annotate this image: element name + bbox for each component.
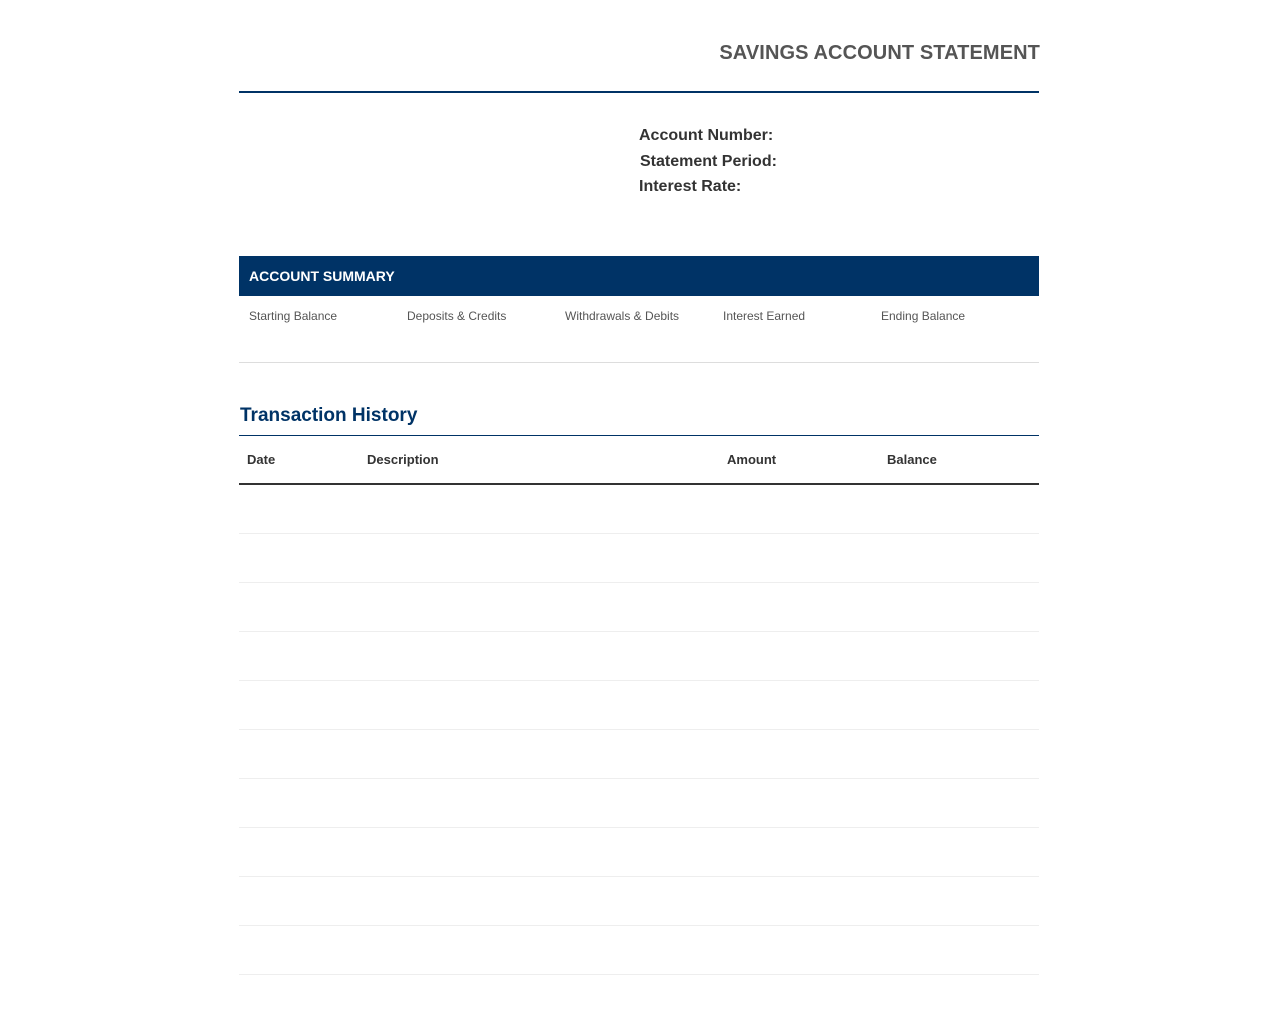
transaction-table [239, 436, 1039, 975]
account-summary-row [239, 296, 1039, 363]
cell-date [239, 680, 359, 729]
cell-balance [879, 631, 1039, 680]
cell-date [239, 631, 359, 680]
table-row [239, 729, 1039, 778]
summary-withdrawals-debits: Withdrawals & Debits [565, 309, 680, 323]
cell-balance [879, 827, 1039, 876]
cell-balance [879, 876, 1039, 925]
cell-description [359, 729, 719, 778]
cell-description [359, 778, 719, 827]
cell-date [239, 533, 359, 582]
summary-ending-balance: Ending Balance [881, 309, 966, 323]
table-row [239, 778, 1039, 827]
cell-balance [879, 729, 1039, 778]
cell-description [359, 925, 719, 974]
cell-description [359, 533, 719, 582]
cell-balance [879, 484, 1039, 533]
cell-date [239, 925, 359, 974]
cell-description [359, 680, 719, 729]
column-header-description: Description [359, 436, 719, 484]
cell-amount [719, 631, 879, 680]
account-info [239, 93, 1039, 256]
table-row [239, 925, 1039, 974]
table-row [239, 876, 1039, 925]
cell-amount [719, 582, 879, 631]
account-summary-header: ACCOUNT SUMMARY [239, 256, 1039, 296]
cell-date [239, 484, 359, 533]
cell-balance [879, 582, 1039, 631]
cell-balance [879, 778, 1039, 827]
table-row [239, 484, 1039, 533]
cell-amount [719, 925, 879, 974]
interest-rate-label: Interest Rate: [639, 178, 742, 195]
statement-title: SAVINGS ACCOUNT STATEMENT [719, 42, 1040, 64]
cell-amount [719, 876, 879, 925]
cell-description [359, 827, 719, 876]
cell-date [239, 876, 359, 925]
cell-balance [879, 925, 1039, 974]
table-row [239, 680, 1039, 729]
cell-date [239, 582, 359, 631]
cell-date [239, 827, 359, 876]
cell-date [239, 778, 359, 827]
cell-description [359, 631, 719, 680]
column-header-amount: Amount [719, 436, 879, 484]
cell-date [239, 729, 359, 778]
summary-starting-balance: Starting Balance [249, 309, 338, 323]
column-header-balance: Balance [879, 436, 1039, 484]
statement-container [239, 0, 1039, 975]
summary-deposits-credits: Deposits & Credits [407, 309, 507, 323]
cell-balance [879, 533, 1039, 582]
statement-header [239, 0, 1039, 93]
table-row [239, 631, 1039, 680]
table-row [239, 533, 1039, 582]
statement-period-label: Statement Period: [640, 153, 777, 170]
cell-description [359, 876, 719, 925]
column-header-date: Date [239, 436, 359, 484]
summary-interest-earned: Interest Earned [723, 309, 806, 323]
cell-amount [719, 827, 879, 876]
cell-balance [879, 680, 1039, 729]
cell-description [359, 484, 719, 533]
account-number-label: Account Number: [639, 127, 774, 144]
cell-amount [719, 484, 879, 533]
table-row [239, 582, 1039, 631]
cell-amount [719, 533, 879, 582]
transaction-header-row [239, 436, 1039, 484]
cell-amount [719, 729, 879, 778]
transaction-history-title: Transaction History [239, 363, 1039, 436]
cell-description [359, 582, 719, 631]
cell-amount [719, 680, 879, 729]
cell-amount [719, 778, 879, 827]
table-row [239, 827, 1039, 876]
